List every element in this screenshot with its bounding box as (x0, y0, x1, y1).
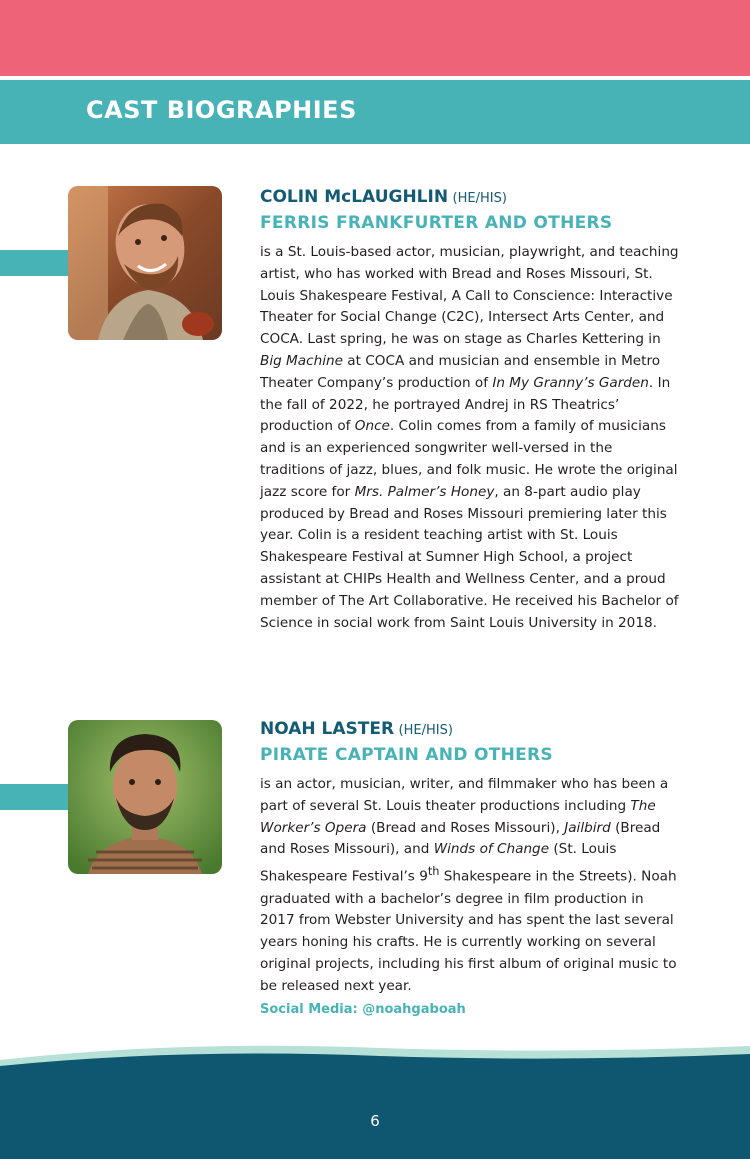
cast-name: NOAH LASTER (260, 719, 395, 739)
headshot-colin (68, 186, 222, 340)
production-title: Mrs. Palmer’s Honey (354, 483, 495, 500)
production-title: Winds of Change (433, 841, 550, 858)
bio-text (260, 242, 680, 634)
accent-bar (0, 250, 68, 276)
bio-text-run: , an 8-part audio play produced by Bread and Roses Missouri premiering later this year. Colin is a resident teaching artist with St. Louis Shakespeare Festival at Sumner High School, a project assistant at CHIPs Health and Wellness Center, and a proud member of The Art Collaborative. He received his Bachelor of Science in social work from Saint Louis University in 2018. (260, 483, 679, 631)
cast-pronouns: (HE/HIS) (452, 191, 507, 206)
headshot-noah (68, 720, 222, 874)
bio-text-run: (St. Louis Shakespeare Festival’s 9 (260, 841, 617, 885)
cast-role: FERRIS FRANKFURTER AND OTHERS (260, 213, 613, 233)
bio-text-run: . Colin comes from a family of musicians and is an experienced songwriter well-versed in the traditions of jazz, blues, and folk music. He wrote the original jazz score for (260, 418, 678, 500)
bio-text-run: (Bread and Roses Missouri), and (260, 819, 661, 858)
production-title: Big Machine (260, 352, 343, 369)
accent-bar (0, 784, 68, 810)
bio-noah (260, 718, 680, 1017)
bio-text-run: (Bread and Roses Missouri), (366, 819, 565, 836)
social-media-handle[interactable]: Social Media: @noahgaboah (260, 1001, 466, 1017)
footer-wave-dark (0, 1054, 750, 1159)
production-title: The Worker’s Opera (260, 797, 656, 836)
production-title: In My Granny’s Garden (492, 374, 649, 391)
bio-text-run: . In the fall of 2022, he portrayed Andrej in RS Theatrics’ production of (260, 374, 671, 435)
page-number: 6 (370, 1112, 380, 1130)
bio-text-run: at COCA and musician and ensemble in Metro Theater Company’s production of (260, 352, 661, 391)
footer-wave (0, 1040, 750, 1159)
bio-colin (260, 186, 680, 634)
headshot-noah-image (68, 720, 222, 874)
bio-name-line (260, 718, 680, 742)
cast-name: COLIN McLAUGHLIN (260, 187, 449, 207)
bio-text-run: is a St. Louis-based actor, musician, playwright, and teaching artist, who has worked with Bread and Roses Missouri, St. Louis Shakespeare Festival, A Call to Conscience: Interactive Theater for Social Change (C2C), Intersect Arts Center, and COCA. Last spring, he was on stage as Charles Kettering in (260, 244, 679, 348)
ordinal-suffix: th (427, 864, 440, 879)
section-header (0, 80, 750, 144)
page-title: CAST BIOGRAPHIES (86, 96, 357, 124)
headshot-colin-image (68, 186, 222, 340)
bio-text (260, 774, 680, 998)
production-title: Jailbird (564, 819, 611, 836)
top-color-band (0, 0, 750, 76)
cast-role: PIRATE CAPTAIN AND OTHERS (260, 745, 553, 765)
production-title: Once (354, 418, 390, 435)
bio-text-run: is an actor, musician, writer, and filmmaker who has been a part of several St. Louis theater productions including (260, 776, 669, 814)
bio-name-line (260, 186, 680, 210)
bio-text-run: Shakespeare in the Streets). Noah graduated with a bachelor’s degree in film production in 2017 from Webster University and has spent the last several years honing his crafts. He is currently working on several original projects, including his first album of original music to be released next year. (260, 868, 677, 994)
cast-pronouns: (HE/HIS) (398, 723, 453, 738)
